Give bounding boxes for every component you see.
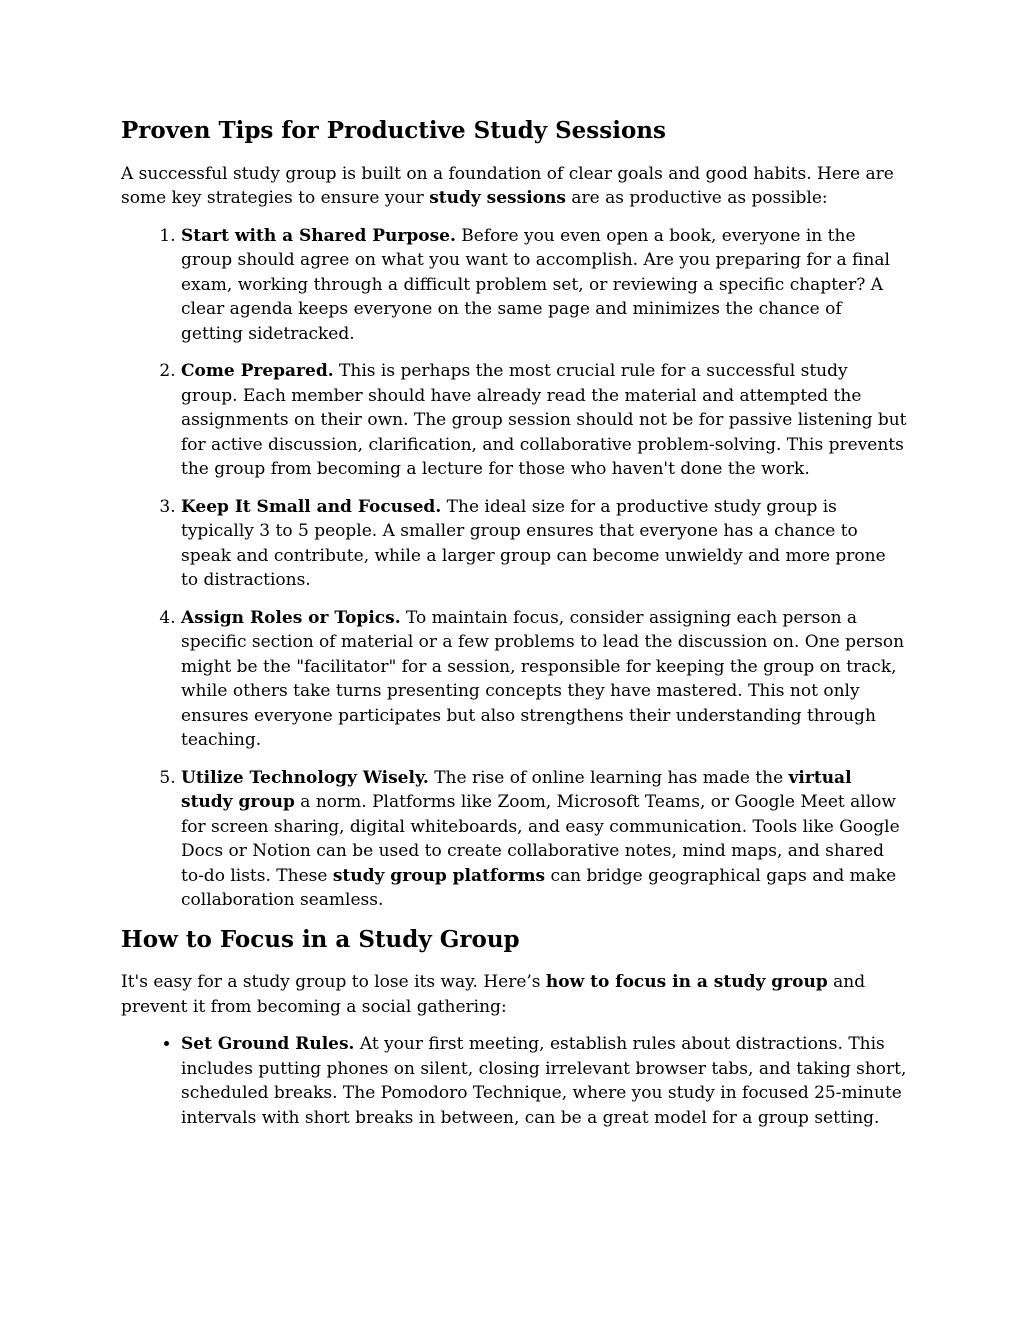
tip-item-small-focused — [181, 495, 907, 593]
tip-item-shared-purpose — [181, 224, 907, 347]
bold-text-segment: virtual study group — [181, 767, 852, 813]
text-segment: and prevent it from becoming a social gathering: — [121, 972, 866, 1017]
intro-paragraph-how-to-focus — [121, 970, 907, 1019]
text-segment: To maintain focus, consider assigning each person a specific section of material or a few problems to lead the discussion on. One person might be the "facilitator" for a session, responsible for keeping the group on track, while others take turns presenting concepts they have mastered. This not only ensures everyone participates but also strengthens their understanding through teaching. — [181, 607, 905, 751]
tip-item-assign-roles — [181, 606, 907, 753]
focus-rules-list — [121, 1032, 907, 1130]
bold-text-segment: Keep It Small and Focused. — [181, 496, 442, 517]
bold-text-segment: how to focus in a study group — [545, 972, 828, 993]
bold-text-segment: Set Ground Rules. — [181, 1034, 355, 1055]
numbered-tips-list — [121, 224, 907, 913]
tip-item-come-prepared — [181, 359, 907, 482]
text-segment: The rise of online learning has made the — [428, 767, 789, 788]
text-segment: can bridge geographical gaps and make collaboration seamless. — [181, 865, 897, 911]
text-segment: A successful study group is built on a foundation of clear goals and good habits. Here are some key strategies to ensure your — [121, 163, 894, 209]
rule-item-ground-rules — [181, 1032, 907, 1130]
text-segment: It's easy for a study group to lose its way. Here’s — [121, 972, 546, 993]
section-heading-how-to-focus: How to Focus in a Study Group — [121, 925, 520, 953]
section-how-to-focus — [121, 926, 907, 1131]
tip-item-technology — [181, 766, 907, 913]
text-segment: are as productive as possible: — [565, 188, 828, 209]
bold-text-segment: Assign Roles or Topics. — [181, 607, 401, 628]
intro-paragraph-proven-tips — [121, 162, 907, 211]
bold-text-segment: Come Prepared. — [181, 361, 334, 382]
bold-text-segment: Start with a Shared Purpose. — [181, 225, 456, 246]
section-proven-tips — [121, 117, 907, 913]
bold-text-segment: study group platforms — [332, 865, 546, 886]
text-segment: The ideal size for a productive study group is typically 3 to 5 people. A smaller group ensures that everyone has a chance to speak and contribute, while a larger group can become unwieldy and more prone to distractions. — [181, 496, 886, 591]
section-heading-proven-tips: Proven Tips for Productive Study Sessions — [121, 117, 666, 144]
text-segment: This is perhaps the most crucial rule for a successful study group. Each member should have already read the material and attempted the assignments on their own. The group session should not be for passive listening but for active discussion, clarification, and collaborative problem-solving. This prevents the group from becoming a lecture for those who haven't done the work. — [181, 361, 907, 480]
bold-text-segment: study sessions — [429, 188, 566, 209]
text-segment: Before you even open a book, everyone in the group should agree on what you want to accomplish. Are you preparing for a final exam, working through a difficult problem set, or reviewing a specific chapter? A clear agenda keeps everyone on the same page and minimizes the chance of getting sidetracked. — [181, 225, 890, 344]
text-segment: a norm. Platforms like Zoom, Microsoft Teams, or Google Meet allow for screen sharing, digital whiteboards, and easy communication. Tools like Google Docs or Notion can be used to create collaborative notes, mind maps, and shared to-do lists. These — [181, 792, 900, 886]
text-segment: At your first meeting, establish rules about distractions. This includes putting phones on silent, closing irrelevant browser tabs, and taking short, scheduled breaks. The Pomodoro Technique, where you study in focused 25-minute intervals with short breaks in between, can be a great model for a group setting. — [181, 1034, 907, 1128]
bold-text-segment: Utilize Technology Wisely. — [181, 767, 429, 788]
